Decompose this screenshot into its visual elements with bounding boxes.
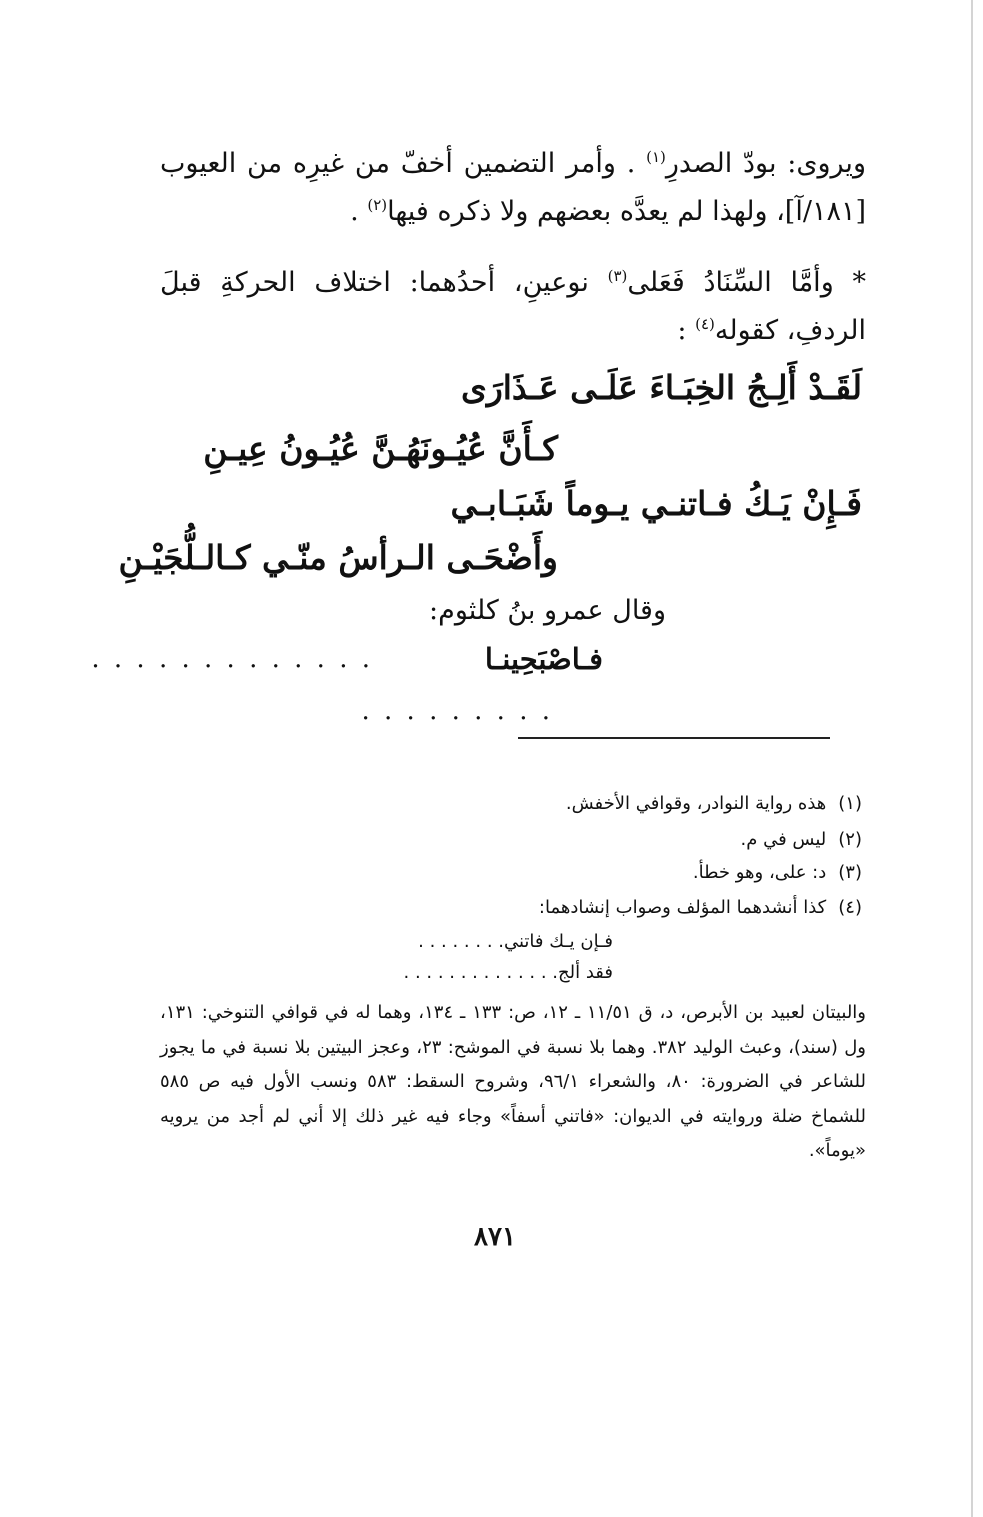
- footnote-4-quote-1: فـإن يـك فاتني. . . . . . . .: [418, 931, 613, 952]
- footnote-2: [740, 829, 862, 850]
- verse-line-2: كـأَنَّ عُيُـونَهُـنَّ عُيُـونُ عِيـنِ: [203, 429, 558, 468]
- footnote-number: (١): [838, 793, 862, 814]
- footnote-4: [539, 897, 862, 918]
- footnote-ref-4[interactable]: (٤): [695, 315, 715, 333]
- footnote-ref-2[interactable]: (٢): [367, 196, 388, 214]
- footnote-text: ليس في م.: [740, 829, 827, 850]
- footnote-3: [693, 862, 862, 883]
- footnote-number: (٣): [838, 862, 862, 883]
- footnote-number: (٤): [838, 897, 862, 918]
- paragraph-sinad: [160, 259, 866, 355]
- amr-intro: وقال عمرو بنُ كلثوم:: [429, 595, 666, 626]
- footnote-separator: [518, 737, 830, 739]
- footnote-number: (٢): [838, 829, 862, 850]
- footnote-ref-3[interactable]: (٣): [607, 267, 628, 285]
- amr-verse-dots: . . . . . . . . . . . . .: [91, 644, 373, 674]
- amr-second-line-dots: . . . . . . . . .: [361, 696, 553, 726]
- text-segment: نوعينِ، أحدُهما: اختلاف الحركةِ قبلَ الردفِ، كقوله: [160, 267, 866, 346]
- footnote-ref-1[interactable]: (١): [646, 148, 666, 166]
- footnote-text: هذه رواية النوادر، وقوافي الأخفش.: [565, 793, 827, 814]
- text-segment: :: [677, 315, 687, 346]
- footnote-text: كذا أنشدهما المؤلف وصواب إنشادهما:: [538, 897, 827, 918]
- page-number: ٨٧١: [474, 1222, 516, 1252]
- footnote-text: د: على، وهو خطأ.: [692, 862, 827, 883]
- footnote-1: [566, 793, 862, 814]
- verse-line-1: لَقَـدْ أَلِـجُ الخِبَـاءَ عَلَـى عَـذَارَى: [460, 368, 862, 407]
- text-segment: * وأمَّا السِّنَادُ فَعَلى: [627, 267, 866, 298]
- footnote-4-quote-2: فقد ألج. . . . . . . . . . . . . .: [403, 962, 613, 983]
- verse-line-3: فَـإِنْ يَـكُ فـاتنـي يـوماً شَبَـابـي: [450, 484, 862, 523]
- paragraph-reviewed-saddr: [160, 140, 866, 236]
- amr-verse-word: فـاصْبَحِينـا: [484, 642, 603, 676]
- page-edge-line: [971, 0, 973, 1517]
- verse-line-4: وأَضْحَـى الـرأسُ منّـي كـالـلُّجَيْـنِ: [118, 538, 558, 577]
- text-segment: . وأمر التضمين أخفّ من غيرِه من العيوب [١٨١/آ]، ولهذا لم يعدَّه بعضهم ولا ذكره فيها: [160, 148, 866, 227]
- text-segment: .: [350, 196, 359, 227]
- footnote-4-paragraph: والبيتان لعبيد بن الأبرص، د، ق ١١/٥١ ـ ١٢، ص: ١٣٣ ـ ١٣٤، وهما له في قوافي التنوخي: ١٣١، ول (سند)، وعبث الوليد ٣٨٢. وهما بلا نسبة في الموشح: ٢٣، وعجز البيتين بلا نسبة في ما يجوز للشاعر في الضرورة: ٨٠، والشعراء ٩٦/١، وشروح السقط: ٥٨٣ ونسب الأول فيه ص ٥٨٥ للشماخ ضلة وروايته في الديوان: «فاتني أسفاً» وجاء فيه غير ذلك إلا أني لم أجد من يرويه «يوماً».: [160, 1002, 867, 1161]
- text-segment: ويروى: بودّ الصدرِ: [665, 148, 866, 179]
